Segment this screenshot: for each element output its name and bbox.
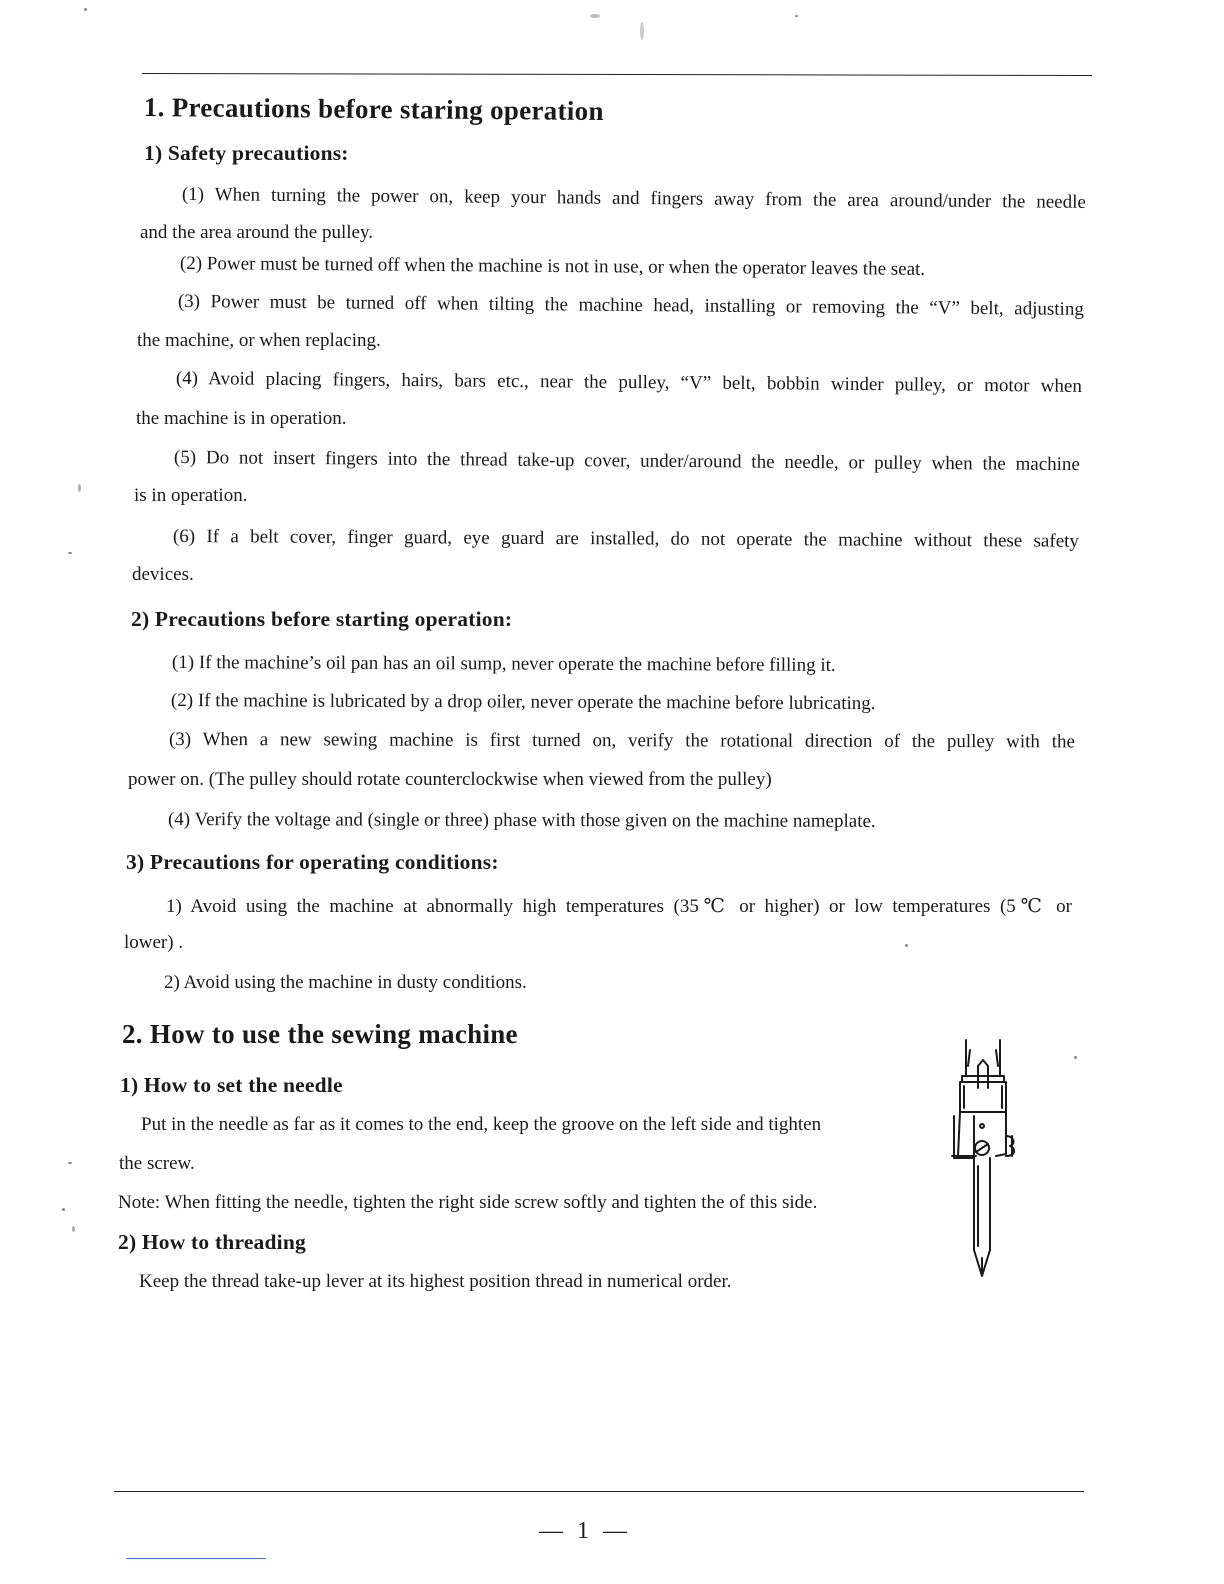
bottom-rule xyxy=(114,1491,1084,1492)
safety-item-6-cont: devices. xyxy=(132,564,194,585)
page-number: — 1 — xyxy=(539,1518,631,1544)
safety-item-4: (4) Avoid placing fingers, hairs, bars etc., near the pulley, “V” belt, bobbin winder pulley, or motor when xyxy=(175,368,1082,397)
safety-item-5-cont: is in operation. xyxy=(134,485,248,506)
safety-item-5: (5) Do not insert fingers into the thread take-up cover, under/around the needle, or pulley when the machine xyxy=(173,447,1080,476)
scan-speck xyxy=(72,1226,75,1232)
section-2-title: 2. How to use the sewing machine xyxy=(122,1019,518,1049)
safety-item-2: (2) Power must be turned off when the machine is not in use, or when the operator leaves the seat. xyxy=(179,253,926,280)
starting-item-3-cont: power on. (The pulley should rotate counterclockwise when viewed from the pulley) xyxy=(128,769,772,790)
scan-speck xyxy=(62,1208,65,1211)
conditions-item-2: 2) Avoid using the machine in dusty conditions. xyxy=(164,972,527,993)
safety-item-6: (6) If a belt cover, finger guard, eye guard are installed, do not operate the machine without these safety xyxy=(172,526,1079,552)
needle-text-line-2: the screw. xyxy=(119,1153,195,1174)
starting-item-4: (4) Verify the voltage and (single or three) phase with those given on the machine nameplate. xyxy=(167,809,876,832)
safety-item-4-cont: the machine is in operation. xyxy=(136,408,347,429)
threading-heading: 2) How to threading xyxy=(118,1230,306,1254)
needle-note: Note: When fitting the needle, tighten the right side screw softly and tighten the of this side. xyxy=(118,1192,818,1213)
needle-illustration xyxy=(940,1036,1030,1286)
conditions-item-1-cont: lower) . xyxy=(124,932,184,953)
scan-speck xyxy=(590,14,600,18)
scan-speck xyxy=(640,22,644,40)
starting-item-1: (1) If the machine’s oil pan has an oil sump, never operate the machine before filling it. xyxy=(171,652,836,676)
top-rule xyxy=(142,73,1092,76)
conditions-item-1: 1) Avoid using the machine at abnormally high temperatures (35℃ or higher) or low temperatures (5℃ or xyxy=(166,896,1072,917)
scan-speck xyxy=(68,552,72,554)
scan-speck xyxy=(84,8,87,11)
safety-item-3: (3) Power must be turned off when tilting the machine head, installing or removing the “V” belt, adjusting xyxy=(177,291,1084,320)
starting-item-3: (3) When a new sewing machine is first turned on, verify the rotational direction of the pulley with the xyxy=(168,729,1075,753)
safety-item-1: (1) When turning the power on, keep your hands and fingers away from the area around/under the needle xyxy=(181,184,1086,213)
starting-heading: 2) Precautions before starting operation: xyxy=(131,607,513,631)
safety-item-1-cont: and the area around the pulley. xyxy=(140,222,374,243)
section-1-title: 1. Precautions before staring operation xyxy=(143,92,604,127)
scan-speck xyxy=(68,1162,72,1164)
starting-item-2: (2) If the machine is lubricated by a drop oiler, never operate the machine before lubricating. xyxy=(170,690,876,715)
scan-speck xyxy=(1074,1056,1077,1059)
scan-speck xyxy=(905,944,908,947)
safety-heading: 1) Safety precautions: xyxy=(144,141,349,165)
threading-text: Keep the thread take-up lever at its highest position thread in numerical order. xyxy=(139,1271,732,1292)
safety-item-3-cont: the machine, or when replacing. xyxy=(137,330,381,351)
scan-speck xyxy=(795,15,798,17)
needle-heading: 1) How to set the needle xyxy=(120,1073,343,1097)
scan-speck xyxy=(78,484,81,492)
needle-text-line-1: Put in the needle as far as it comes to the end, keep the groove on the left side and tighten xyxy=(141,1114,822,1135)
conditions-heading: 3) Precautions for operating conditions: xyxy=(126,850,499,874)
bottom-left-line xyxy=(126,1558,266,1559)
